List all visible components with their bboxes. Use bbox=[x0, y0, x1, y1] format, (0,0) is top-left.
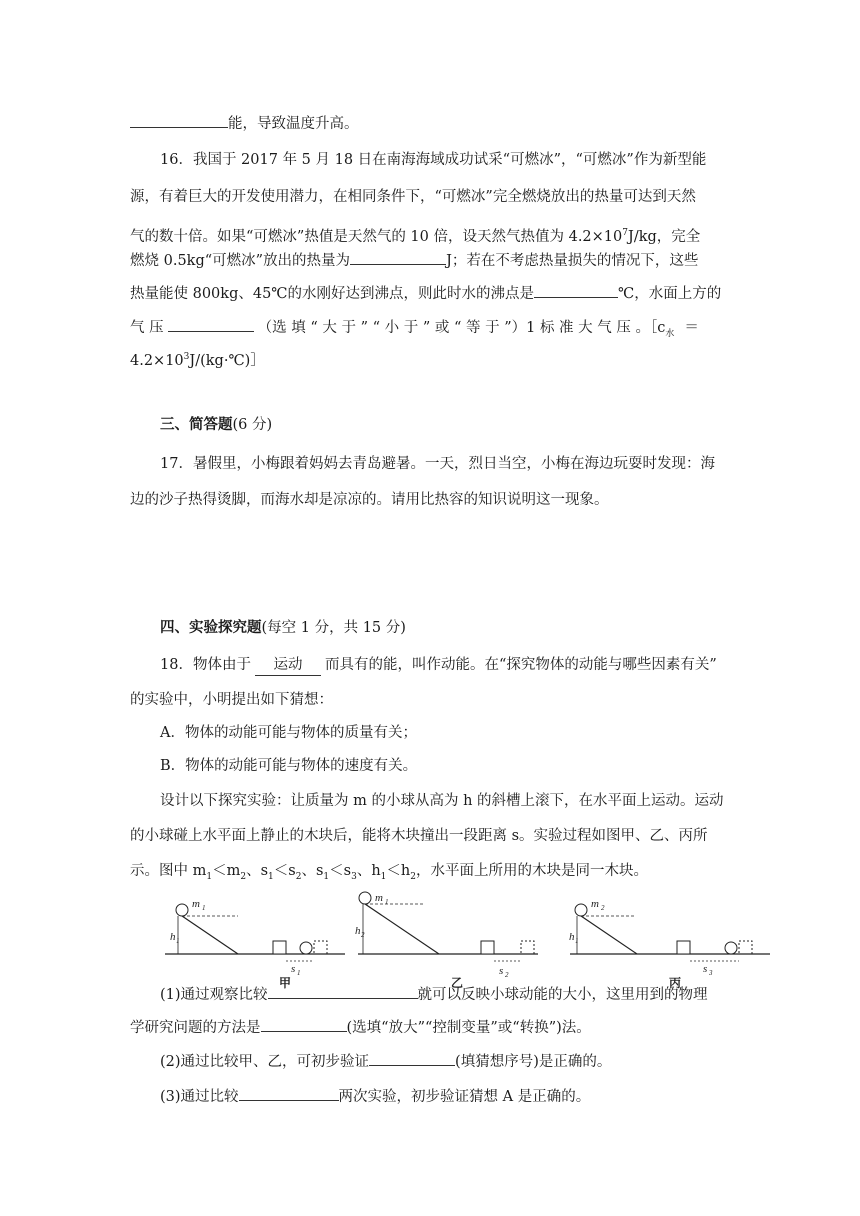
q16-text: 热量能使 800kg、45℃的水刚好达到沸点，则此时水的沸点是 bbox=[130, 286, 535, 302]
subscript: 1 bbox=[380, 871, 387, 882]
q17-line-1: 17．暑假里，小梅跟着妈妈去青岛避暑。一天，烈日当空，小梅在海边玩耍时发现：海 bbox=[160, 456, 715, 472]
subscript: 2 bbox=[240, 871, 247, 882]
q18-para-1: 设计以下探究实验：让质量为 m 的小球从高为 h 的斜槽上滚下，在水平面上运动。运动 bbox=[160, 793, 724, 809]
q17-line-2: 边的沙子热得烫脚，而海水却是凉凉的。请用比热容的知识说明这一现象。 bbox=[130, 492, 609, 508]
q18-text: 18．物体由于 bbox=[160, 657, 251, 673]
label-m: m bbox=[591, 898, 599, 910]
label-h: h bbox=[355, 925, 361, 937]
subscript: 水 bbox=[665, 328, 675, 339]
q18-text: 学研究问题的方法是 bbox=[130, 1020, 261, 1036]
q18-text: (选填“放大”“控制变量”或“转换”)法。 bbox=[346, 1020, 591, 1036]
q16-text: （选 填 “ 大 于 ” “ 小 于 ” 或 “ 等 于 ”）1 标 准 大 气 压 。［c bbox=[257, 320, 666, 336]
panel-bing bbox=[569, 898, 770, 990]
q16-text: 4.2×10 bbox=[130, 352, 184, 369]
answer-blank-heat[interactable] bbox=[350, 249, 446, 265]
q16-line-3 bbox=[130, 223, 700, 247]
q18-sub-1-line-1 bbox=[160, 983, 708, 1005]
q18-text: ＜m bbox=[212, 863, 241, 879]
q16-line-1: 16．我国于 2017 年 5 月 18 日在南海海域成功试采“可燃冰”，“可燃冰”作为新型能 bbox=[160, 152, 707, 168]
q18-line-2: 的实验中，小明提出如下猜想： bbox=[130, 692, 333, 708]
exponent: 7 bbox=[622, 228, 628, 238]
q16-line-4 bbox=[130, 249, 698, 271]
q18-text: 就可以反映小球动能的大小，这里用到的物理 bbox=[417, 987, 708, 1003]
q15-tail-text: 能，导致温度升高。 bbox=[228, 116, 359, 132]
q18-text: ，水平面上所用的木块是同一木块。 bbox=[415, 863, 648, 879]
exponent: 3 bbox=[183, 352, 190, 362]
q16-text: ＝ bbox=[684, 320, 699, 336]
q18-text: (填猜想序号)是正确的。 bbox=[455, 1054, 612, 1070]
label-s-sub: 1 bbox=[297, 969, 301, 977]
q16-line-2: 源，有着巨大的开发使用潜力，在相同条件下，“可燃冰”完全燃烧放出的热量可达到天然 bbox=[130, 189, 696, 205]
answer-blank-method[interactable] bbox=[261, 1016, 347, 1032]
q16-text: J；若在不考虑热量损失的情况下，这些 bbox=[446, 253, 699, 269]
label-s: s bbox=[703, 963, 708, 975]
q16-line-5 bbox=[130, 282, 721, 304]
q18-text: 、s bbox=[301, 863, 324, 879]
q18-sub-2 bbox=[160, 1050, 611, 1072]
label-s-sub: 3 bbox=[709, 969, 713, 977]
q18-text: ＜h bbox=[386, 863, 411, 879]
q16-text: 气的数十倍。如果“可燃冰”热值是天然气的 10 倍，设天然气热值为 4.2×10 bbox=[130, 228, 623, 245]
caption-yi: 乙 bbox=[451, 976, 464, 990]
q18-text: ＜s bbox=[273, 863, 296, 879]
q18-text: 示。图中 m bbox=[130, 863, 207, 879]
q18-sub-1-line-2 bbox=[130, 1016, 591, 1038]
filled-answer: 运动 bbox=[255, 655, 321, 676]
label-m: m bbox=[375, 892, 383, 904]
answer-blank-hypothesis[interactable] bbox=[369, 1050, 455, 1066]
option-a: A．物体的动能可能与物体的质量有关； bbox=[160, 725, 417, 741]
subscript: 1 bbox=[206, 871, 213, 882]
label-h: h bbox=[170, 931, 176, 943]
caption-bing: 丙 bbox=[669, 976, 682, 990]
section-points: (每空 1 分，共 15 分) bbox=[261, 620, 406, 636]
label-s-sub: 2 bbox=[505, 971, 509, 979]
q18-text: 、s bbox=[246, 863, 269, 879]
answer-blank-observe[interactable] bbox=[268, 983, 418, 999]
label-h: h bbox=[569, 931, 575, 943]
section-title: 三、简答题 bbox=[160, 416, 233, 433]
q18-para-3 bbox=[130, 861, 648, 887]
subscript: 1 bbox=[323, 871, 330, 882]
q18-line-1 bbox=[160, 655, 717, 676]
q16-text: J/(kg·℃)］ bbox=[189, 352, 265, 369]
label-s: s bbox=[499, 965, 504, 977]
q18-text: (3)通过比较 bbox=[160, 1089, 239, 1105]
label-h-sub: 1 bbox=[575, 937, 579, 945]
subscript: 2 bbox=[295, 871, 302, 882]
q18-text: 两次实验，初步验证猜想 A 是正确的。 bbox=[338, 1089, 591, 1105]
label-m-sub: 2 bbox=[601, 904, 605, 912]
q18-sub-3 bbox=[160, 1085, 590, 1107]
section-title: 四、实验探究题 bbox=[160, 619, 262, 636]
answer-blank[interactable] bbox=[130, 112, 228, 128]
subscript: 2 bbox=[410, 871, 416, 882]
q18-para-2: 的小球碰上水平面上静止的木块后，能将木块撞出一段距离 s。实验过程如图甲、乙、丙所 bbox=[130, 828, 708, 844]
q16-text: ℃，水面上方的 bbox=[618, 286, 722, 302]
q18-text: (2)通过比较甲、乙，可初步验证 bbox=[160, 1054, 370, 1070]
q18-text: 、h bbox=[356, 863, 381, 879]
section-3-heading bbox=[160, 415, 272, 435]
q16-line-7 bbox=[130, 347, 265, 371]
subscript: 1 bbox=[268, 871, 274, 882]
panel-yi bbox=[355, 892, 538, 990]
label-m: m bbox=[192, 898, 200, 910]
panel-jia bbox=[165, 898, 345, 990]
section-4-heading bbox=[160, 618, 406, 638]
label-m-sub: 1 bbox=[202, 904, 206, 912]
q18-text: ＜s bbox=[329, 863, 352, 879]
label-h-sub: 2 bbox=[361, 931, 365, 939]
answer-blank-pressure[interactable] bbox=[168, 316, 254, 332]
q18-text: (1)通过观察比较 bbox=[160, 987, 268, 1003]
label-s: s bbox=[291, 963, 296, 975]
answer-blank-compare[interactable] bbox=[239, 1085, 339, 1101]
q18-text: 而具有的能，叫作动能。在“探究物体的动能与哪些因素有关” bbox=[324, 657, 717, 673]
q16-text: J/kg，完全 bbox=[628, 228, 701, 245]
answer-blank-boiling-point[interactable] bbox=[534, 282, 618, 298]
subscript: 3 bbox=[351, 871, 357, 882]
option-b: B．物体的动能可能与物体的速度有关。 bbox=[160, 758, 418, 774]
q16-text: 气 压 bbox=[130, 320, 164, 336]
q16-line-6 bbox=[130, 316, 699, 344]
q16-text: 燃烧 0.5kg“可燃冰”放出的热量为 bbox=[130, 253, 351, 269]
label-m-sub: 1 bbox=[385, 898, 389, 906]
caption-jia: 甲 bbox=[279, 976, 292, 990]
label-h-sub: 1 bbox=[176, 937, 180, 945]
q15-tail-line bbox=[130, 112, 359, 134]
section-points: (6 分) bbox=[232, 417, 273, 433]
